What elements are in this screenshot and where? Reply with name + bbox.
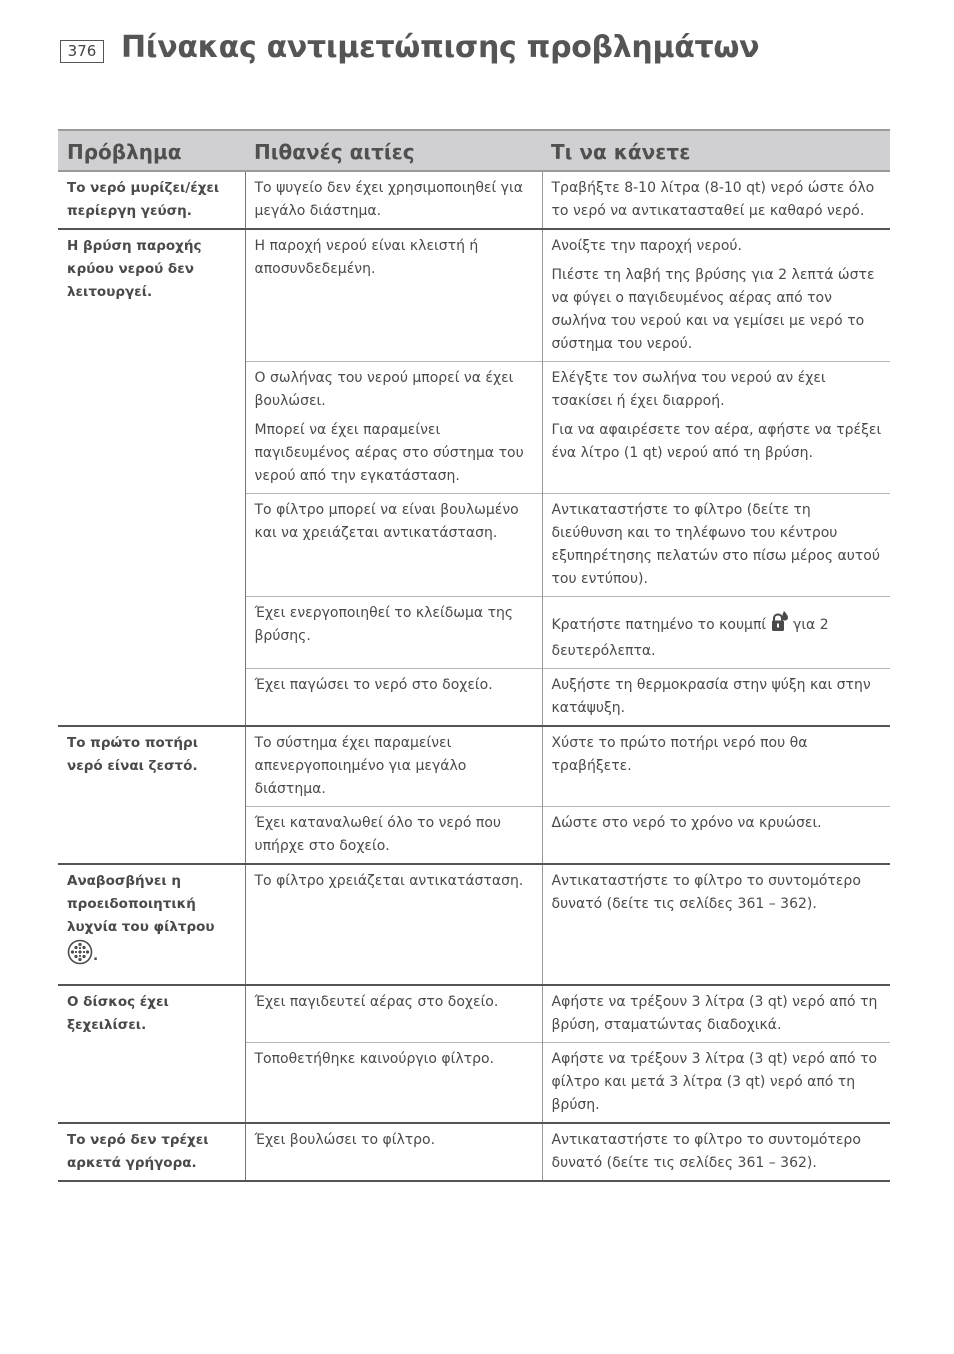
fix-cell	[542, 229, 890, 362]
table-row	[58, 985, 890, 1043]
fix-cell	[542, 726, 890, 807]
fix-text-pre: Κρατήστε πατημένο το κουμπί	[551, 617, 767, 633]
fix-text: Ανοίξτε την παροχή νερού.	[551, 238, 742, 254]
page-number: 376	[60, 40, 104, 63]
cause-cell	[245, 864, 542, 985]
fix-cell	[542, 985, 890, 1043]
fix-cell	[542, 864, 890, 985]
problem-cell	[58, 985, 245, 1123]
fix-cell	[542, 1043, 890, 1124]
fix-text: Πιέστε τη λαβή της βρύσης για 2 λεπτά ώστε να φύγει ο παγιδευμένος αέρας από τον σωλήνα του νερού και να γεμίσει με νερό το σύστημα του νερού.	[551, 267, 875, 352]
cause-cell	[245, 494, 542, 597]
problem-text	[67, 870, 237, 973]
header-fix: Τι να κάνετε	[542, 130, 890, 171]
cause-text: Έχει παγιδευτεί αέρας στο δοχείο.	[254, 994, 499, 1010]
cause-cell	[245, 229, 542, 362]
cause-text: Έχει παγώσει το νερό στο δοχείο.	[254, 677, 493, 693]
fix-text: Αφήστε να τρέξουν 3 λίτρα (3 qt) νερό από τη βρύση, σταματώντας διαδοχικά.	[551, 994, 878, 1033]
cause-text: Μπορεί να έχει παραμείνει παγιδευμένος αέρας στο σύστημα του νερού από την εγκατάσταση.	[254, 422, 524, 484]
fix-cell	[542, 807, 890, 865]
cause-cell	[245, 597, 542, 669]
problem-cell	[58, 864, 245, 985]
cause-cell	[245, 669, 542, 727]
cause-cell	[245, 362, 542, 494]
cause-cell	[245, 171, 542, 229]
problem-text: Η βρύση παροχής κρύου νερού δεν λειτουργεί.	[67, 238, 202, 300]
problem-text: Το πρώτο ποτήρι νερό είναι ζεστό.	[67, 735, 198, 774]
cause-text: Έχει ενεργοποιηθεί το κλείδωμα της βρύσης.	[254, 605, 514, 644]
lock-water-icon	[771, 610, 789, 640]
fix-text: Χύστε το πρώτο ποτήρι νερό που θα τραβήξετε.	[551, 735, 808, 774]
problem-cell	[58, 171, 245, 229]
fix-text	[552, 610, 883, 663]
problem-cell	[58, 726, 245, 864]
fix-text: Τραβήξτε 8-10 λίτρα (8-10 qt) νερό ώστε όλο το νερό να αντικατασταθεί με καθαρό νερό.	[551, 180, 875, 219]
table-row	[58, 229, 890, 362]
cause-cell	[245, 1123, 542, 1181]
problem-cell	[58, 1123, 245, 1181]
cause-text: Ο σωλήνας του νερού μπορεί να έχει βουλώσει.	[254, 370, 514, 409]
fix-text: Αντικαταστήστε το φίλτρο το συντομότερο δυνατό (δείτε τις σελίδες 361 – 362).	[551, 1132, 861, 1171]
fix-cell	[542, 171, 890, 229]
fix-text: Αυξήστε τη θερμοκρασία στην ψύξη και στην κατάψυξη.	[551, 677, 871, 716]
fix-text: Ελέγξτε τον σωλήνα του νερού αν έχει τσακίσει ή έχει διαρροή.	[551, 370, 826, 409]
header-problem: Πρόβλημα	[58, 130, 245, 171]
cause-text: Το σύστημα έχει παραμείνει απενεργοποιημένο για μεγάλο διάστημα.	[254, 735, 467, 797]
cause-text: Το ψυγείο δεν έχει χρησιμοποιηθεί για μεγάλο διάστημα.	[254, 180, 523, 219]
cause-text: Το φίλτρο μπορεί να είναι βουλωμένο και να χρειάζεται αντικατάσταση.	[254, 502, 519, 541]
fix-cell	[542, 1123, 890, 1181]
fix-cell	[542, 669, 890, 727]
filter-icon	[67, 939, 93, 973]
table-row	[58, 171, 890, 229]
cause-text: Η παροχή νερού είναι κλειστή ή αποσυνδεδεμένη.	[254, 238, 479, 277]
cause-cell	[245, 807, 542, 865]
problem-cell	[58, 229, 245, 726]
fix-cell	[542, 494, 890, 597]
fix-text: Αντικαταστήστε το φίλτρο (δείτε τη διεύθυνση και το τηλέφωνο του κέντρου εξυπηρέτησης πελατών στο πίσω μέρος αυτού του εντύπου).	[551, 502, 880, 587]
table-row	[58, 1123, 890, 1181]
problem-text: Το νερό μυρίζει/έχει περίεργη γεύση.	[67, 180, 220, 219]
cause-text: Έχει βουλώσει το φίλτρο.	[254, 1132, 436, 1148]
problem-text: Το νερό δεν τρέχει αρκετά γρήγορα.	[67, 1132, 209, 1171]
problem-text: Ο δίσκος έχει ξεχειλίσει.	[67, 994, 169, 1033]
fix-text-post: για 2 δευτερόλεπτα.	[551, 617, 829, 659]
cause-text: Τοποθετήθηκε καινούργιο φίλτρο.	[254, 1051, 494, 1067]
table-row	[58, 864, 890, 985]
cause-cell	[245, 985, 542, 1043]
page-title: Πίνακας αντιμετώπισης προβλημάτων	[121, 30, 760, 65]
table-header-row	[58, 130, 890, 171]
problem-text-main: Αναβοσβήνει η προειδοποιητική λυχνία του φίλτρου	[67, 873, 215, 935]
fix-cell	[542, 362, 890, 494]
problem-text-suffix: .	[93, 948, 99, 964]
cause-text: Το φίλτρο χρειάζεται αντικατάσταση.	[254, 873, 524, 889]
table-row	[58, 726, 890, 807]
fix-text: Αφήστε να τρέξουν 3 λίτρα (3 qt) νερό από το φίλτρο και μετά 3 λίτρα (3 qt) νερό από τη βρύση.	[551, 1051, 878, 1113]
header-causes: Πιθανές αιτίες	[245, 130, 542, 171]
fix-text: Δώστε στο νερό το χρόνο να κρυώσει.	[551, 815, 822, 831]
cause-text: Έχει καταναλωθεί όλο το νερό που υπήρχε στο δοχείο.	[254, 815, 501, 854]
troubleshooting-table	[58, 129, 890, 1182]
fix-text: Αντικαταστήστε το φίλτρο το συντομότερο δυνατό (δείτε τις σελίδες 361 – 362).	[551, 873, 861, 912]
cause-cell	[245, 726, 542, 807]
cause-cell	[245, 1043, 542, 1124]
fix-text: Για να αφαιρέσετε τον αέρα, αφήστε να τρέξει ένα λίτρο (1 qt) νερού από τη βρύση.	[551, 422, 882, 461]
fix-cell	[542, 597, 890, 669]
